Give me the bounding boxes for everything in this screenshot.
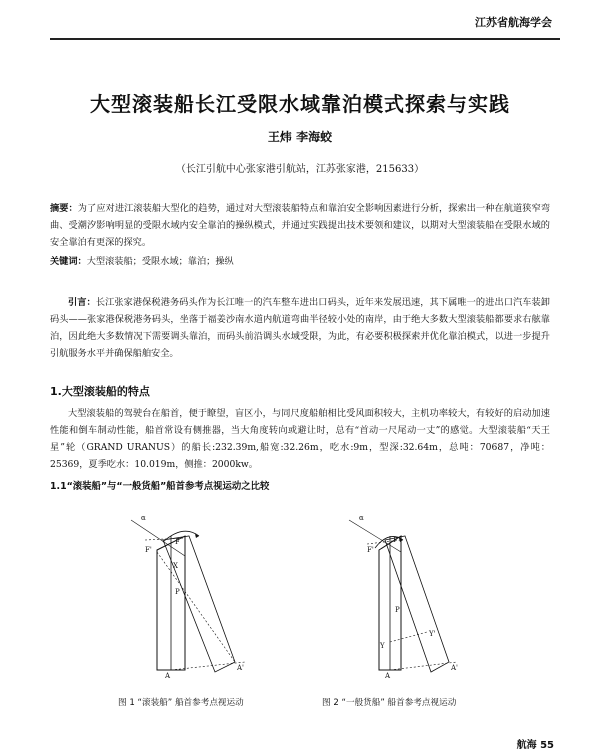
subsection-1-1-heading: 1.1“滚装船”与“一般货船”船首参考点视运动之比较 xyxy=(50,481,270,492)
fig1-label-f: F xyxy=(175,538,180,546)
abstract xyxy=(50,200,550,251)
fig1-label-x: X xyxy=(173,562,178,570)
abstract-text: 为了应对进江滚装船大型化的趋势，通过对大型滚装船特点和靠泊安全影响因素进行分析，探索出一种在航道狭窄弯曲、受潮汐影响明显的受限水域内安全靠泊的操纵模式，并通过实践提出技术要领和建议，以期对大型滚装船在受限水域的安全靠泊有更深的探究。 xyxy=(50,203,551,248)
fig1-label-f-prime: F' xyxy=(145,546,152,554)
intro-text: 长江张家港保税港务码头作为长江唯一的汽车整车进出口码头，近年来发展迅速，其下属唯一的进出口汽车装卸码头——张家港保税港务码头，坐落于福姜沙南水道内航道弯曲半径较小处的南岸，由于绝大多数大型滚装船都要求右舷靠泊，因此绝大多数情况下需要调头靠泊，而码头前沿调头水域受限，为此，有必要积极探索并优化靠泊模式，以进一步提升引航服务水平并确保船舶安全。 xyxy=(50,297,550,359)
fig2-label-a: A xyxy=(385,672,391,680)
page-number: 航海 55 xyxy=(516,740,554,751)
fig1-turned-ship xyxy=(163,536,235,672)
article-title: 大型滚装船长江受限水域靠泊模式探索与实践 xyxy=(90,92,510,116)
fig2-label-y-prime: Y' xyxy=(429,630,436,638)
figure-2-diagram xyxy=(345,512,485,692)
introduction xyxy=(50,294,550,362)
intro-label: 引言： xyxy=(68,297,96,308)
fig1-bow-arc xyxy=(163,531,199,542)
fig2-wake-line xyxy=(390,662,457,670)
fig1-sight-line xyxy=(157,552,235,662)
section-1-heading: 1.大型滚装船的特点 xyxy=(50,385,150,398)
figure-1-caption: 图 1 “滚装船” 船首参考点视运动 xyxy=(118,698,244,708)
fig2-label-y: Y xyxy=(380,642,385,650)
keywords xyxy=(50,253,550,270)
fig2-label-f: F xyxy=(393,536,398,544)
fig2-bow-arc xyxy=(375,536,403,548)
header-rule xyxy=(50,38,560,40)
fig1-wake-line xyxy=(171,662,245,670)
article-affiliation: （长江引航中心张家港引航站，江苏张家港，215633） xyxy=(175,164,425,175)
abstract-label: 摘要： xyxy=(50,203,78,214)
fig1-label-p: P xyxy=(175,588,180,596)
journal-name: 江苏省航海学会 xyxy=(475,16,552,29)
section-1-body: 大型滚装船的驾驶台在船首，便于瞭望，盲区小，与同尺度船舶相比受风面积较大，主机功率较大，有较好的启动加速性能和倒车制动性能，船首常设有侧推器，当大角度转向或避让时，总有“首动一尺尾动一丈”的感觉。大型滚装船“天王星”轮（GRAND URANUS）的船长:232.39m,船宽:32.26m，吃水:9m，型深:32.64m，总吨：70687，净吨：25369，夏季吃水：10.019m，侧推：2000kw。 xyxy=(50,408,550,470)
fig2-turned-ship xyxy=(385,536,449,672)
figure-1-diagram xyxy=(125,512,265,692)
fig1-label-a-prime: A' xyxy=(237,664,244,672)
fig2-label-alpha: α xyxy=(359,514,364,522)
fig2-label-f-prime: F' xyxy=(367,546,374,554)
fig2-line-y xyxy=(390,632,427,642)
article-authors: 王炜 李海蛟 xyxy=(267,130,333,144)
figure-2-caption: 图 2 “一般货船” 船首参考点视运动 xyxy=(322,698,457,708)
keywords-label: 关键词： xyxy=(50,256,87,267)
fig2-label-p: P xyxy=(395,606,400,614)
fig1-label-a: A xyxy=(165,672,171,680)
fig1-label-alpha: α xyxy=(141,514,146,522)
fig2-label-a-prime: A' xyxy=(451,664,458,672)
keywords-text: 大型滚装船；受限水域；靠泊；操纵 xyxy=(86,256,234,267)
